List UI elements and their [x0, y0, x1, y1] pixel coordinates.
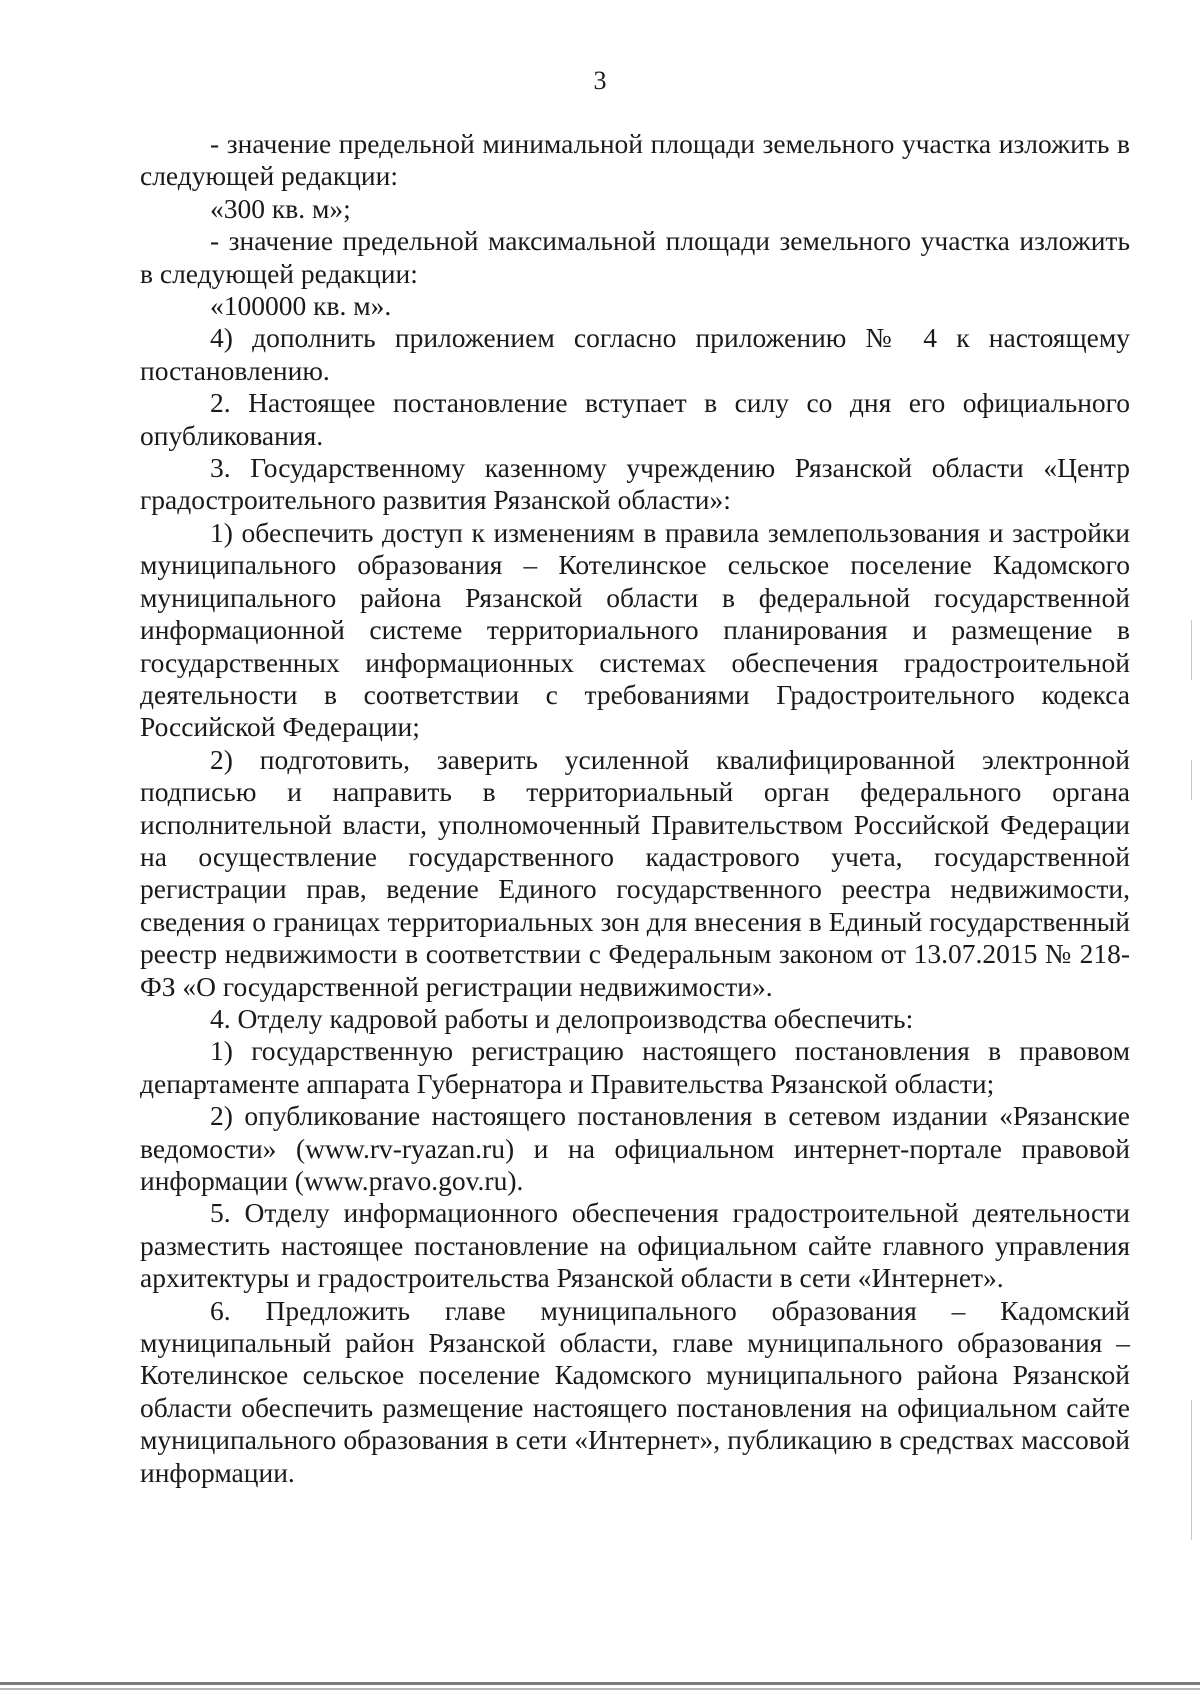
scan-edge-mark	[1191, 620, 1192, 680]
paragraph-min-area-value: «300 кв. м»;	[210, 192, 351, 224]
paragraph-item-4-appendix: 4) дополнить приложением согласно приложению № 4 к настоящему постановлению.	[140, 322, 1130, 386]
paragraph-section-4-item-2: 2) опубликование настоящего постановления в сетевом издании «Рязанские ведомости» (www.rv-ryazan.ru) и на официальном интернет-портале правовой информации (www.pravo.gov.ru).	[140, 1100, 1130, 1196]
document-body	[140, 128, 1130, 1489]
paragraph-section-3-item-1: 1) обеспечить доступ к изменениям в правила землепользования и застройки муниципального образования – Котелинское сельское поселение Кадомского муниципального района Рязанской области в федеральной государственной информационной системе территориального планирования и размещение в государственных информационных системах обеспечения градостроительной деятельности в соответствии с требованиями Градостроительного кодекса Российской Федерации;	[140, 516, 1130, 743]
paragraph-section-3: 3. Государственному казенному учреждению Рязанской области «Центр градостроительного развития Рязанской области»:	[140, 452, 1130, 516]
paragraph-section-4: 4. Отделу кадровой работы и делопроизводства обеспечить:	[210, 1002, 914, 1034]
paragraph-max-area-value: «100000 кв. м».	[210, 290, 392, 322]
paragraph-section-2: 2. Настоящее постановление вступает в силу со дня его официального опубликования.	[140, 387, 1130, 451]
paragraph-section-5: 5. Отделу информационного обеспечения градостроительной деятельности разместить настоящее постановление на официальном сайте главного управления архитектуры и градостроительства Рязанской области в сети «Интернет».	[140, 1197, 1130, 1294]
scan-bottom-edge-shadow	[0, 1688, 1200, 1690]
paragraph-section-3-item-2: 2) подготовить, заверить усиленной квалифицированной электронной подписью и направить в территориальный орган федерального органа исполнительной власти, уполномоченный Правительством Российской Федерации на осуществление государственного кадастрового учета, государственной регистрации прав, ведение Единого государственного реестра недвижимости, сведения о границах территориальных зон для внесения в Единый государственный реестр недвижимости в соответствии с Федеральным законом от 13.07.2015 № 218-ФЗ «О государственной регистрации недвижимости».	[140, 743, 1130, 1002]
paragraph-section-6: 6. Предложить главе муниципального образования – Кадомский муниципальный район Рязанской области, главе муниципального образования – Котелинское сельское поселение Кадомского муниципального района Рязанской области обеспечить размещение настоящего постановления на официальном сайте муниципального образования в сети «Интернет», публикацию в средствах массовой информации.	[140, 1294, 1130, 1488]
paragraph-section-4-item-1: 1) государственную регистрацию настоящего постановления в правовом департаменте аппарата Губернатора и Правительства Рязанской области;	[140, 1035, 1130, 1099]
paragraph-max-area: - значение предельной максимальной площади земельного участка изложить в следующей редакции:	[140, 225, 1130, 289]
scan-edge-mark	[1191, 1400, 1192, 1540]
page-number: 3	[593, 66, 607, 95]
scan-edge-mark	[1191, 760, 1192, 800]
paragraph-min-area: - значение предельной минимальной площади земельного участка изложить в следующей редакции:	[140, 128, 1130, 192]
scan-bottom-edge	[0, 1682, 1200, 1685]
